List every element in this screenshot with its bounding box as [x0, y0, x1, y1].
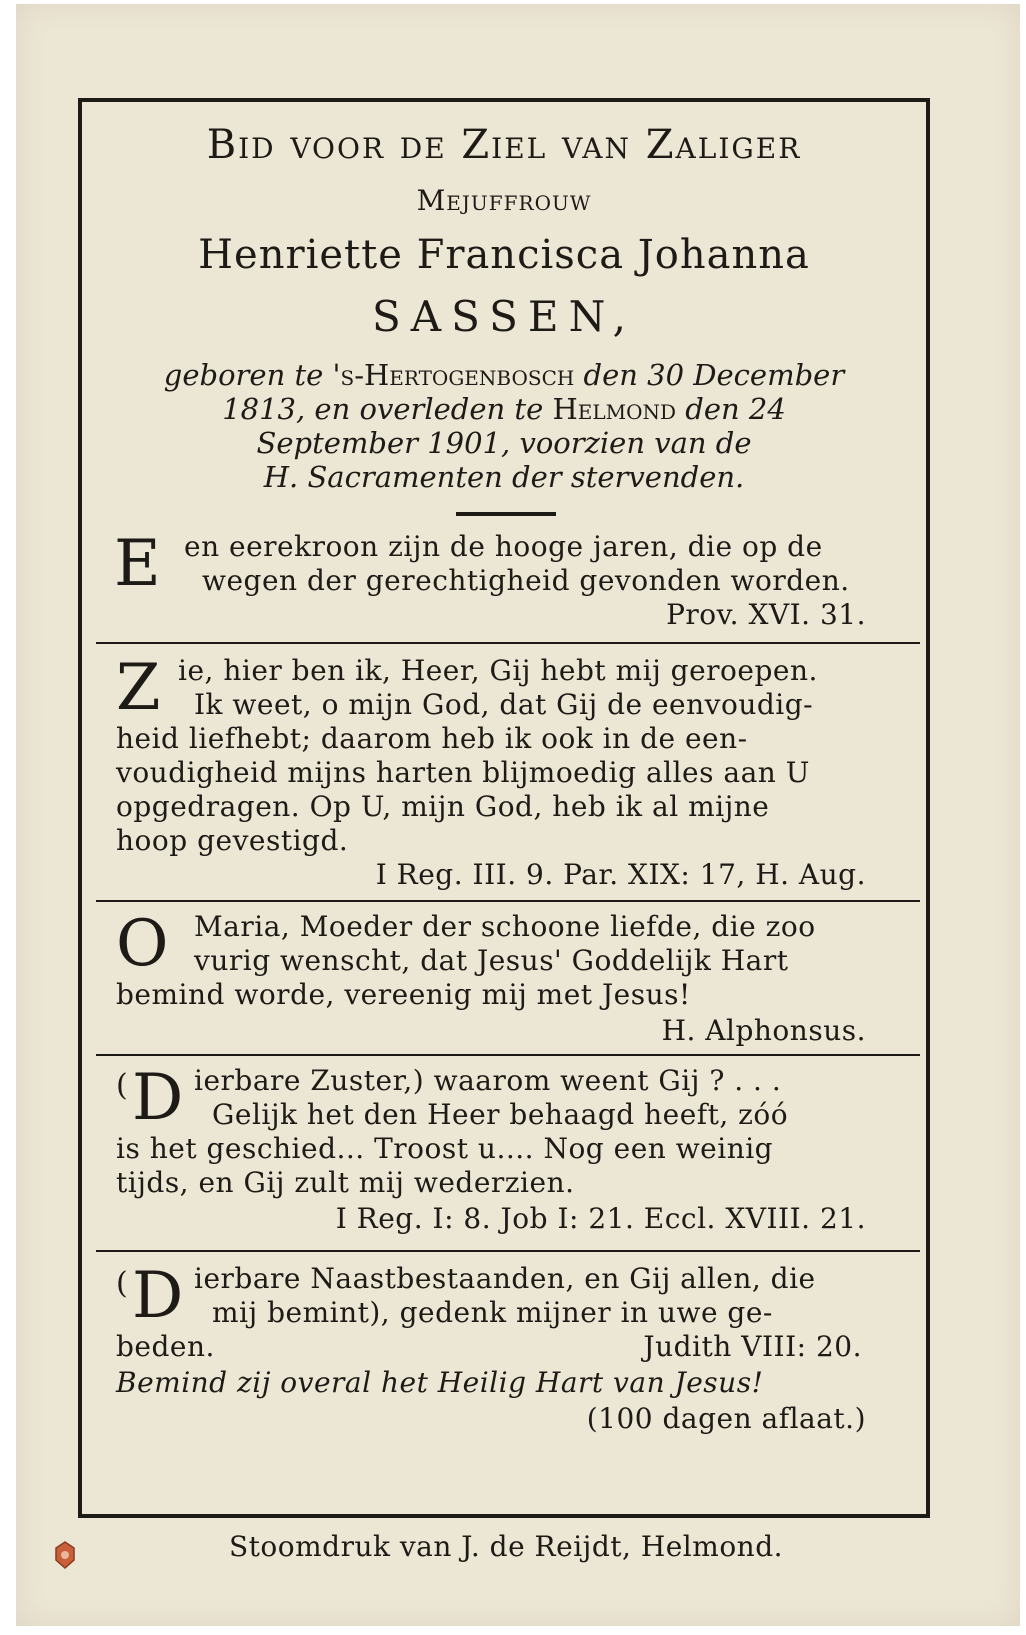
bio-line-3: September 1901, voorzien van de	[256, 426, 752, 460]
bio-line-2-b: den 24	[676, 392, 786, 426]
section3-line-2: vurig wenscht, dat Jesus' Goddelijk Hart	[194, 944, 789, 977]
birthplace: 's-Hertogenbosch	[332, 358, 575, 392]
drop-cap-d-1: D	[132, 1061, 184, 1135]
divider-1	[96, 642, 920, 644]
divider-2	[96, 900, 920, 902]
section4-line-4: tijds, en Gij zult mij wederzien.	[116, 1166, 575, 1199]
surname: SASSEN,	[372, 292, 636, 341]
section4-line-3: is het geschied... Troost u.... Nog een weinig	[116, 1132, 774, 1165]
section1-line-1: en eerekroon zijn de hooge jaren, die op de	[184, 530, 823, 563]
prayer-heading: Bid voor de Ziel van Zaliger	[206, 122, 802, 168]
section5-line-3b: Judith VIII: 20.	[643, 1330, 862, 1363]
section2-ref: I Reg. III. 9. Par. XIX: 17, H. Aug.	[375, 858, 866, 891]
section5-line-3a: beden.	[116, 1330, 215, 1363]
section5-line-1: ierbare Naastbestaanden, en Gij allen, die	[194, 1262, 816, 1295]
section5-line-4: Bemind zij overal het Heilig Hart van Jesus!	[116, 1366, 764, 1399]
bio-line-1-b: den 30 December	[574, 358, 845, 392]
section5-line-5: (100 dagen aflaat.)	[586, 1402, 866, 1435]
section1-line-2: wegen der gerechtigheid gevonden worden.	[202, 564, 850, 597]
bio-line-1	[82, 358, 926, 392]
card-border-frame	[78, 98, 930, 1518]
open-paren-5: (	[116, 1266, 129, 1301]
section3-line-3: bemind worde, vereenig mij met Jesus!	[116, 978, 691, 1011]
open-paren-4: (	[116, 1068, 129, 1103]
section2-line-2: Ik weet, o mijn God, dat Gij de eenvoudig-	[194, 688, 814, 721]
drop-cap-e: E	[114, 527, 161, 601]
section4-ref: I Reg. I: 8. Job I: 21. Eccl. XVIII. 21.	[335, 1202, 866, 1235]
deathplace: Helmond	[552, 392, 677, 426]
section2-line-6: hoop gevestigd.	[116, 824, 349, 857]
divider-4	[96, 1250, 920, 1252]
section1-ref: Prov. XVI. 31.	[666, 598, 866, 631]
title-word: Mejuffrouw	[416, 184, 592, 217]
drop-cap-o: O	[116, 907, 169, 981]
bio-line-2-a: 1813, en overleden te	[222, 392, 553, 426]
ornamental-dash	[456, 512, 556, 516]
given-names: Henriette Francisca Johanna	[198, 232, 810, 278]
bio-line-2	[82, 392, 926, 426]
section2-line-1: ie, hier ben ik, Heer, Gij hebt mij geroepen.	[178, 654, 818, 687]
section2-line-5: opgedragen. Op U, mijn God, heb ik al mijne	[116, 790, 770, 823]
drop-cap-d-2: D	[132, 1259, 184, 1333]
bio-line-1-a: geboren te	[163, 358, 333, 392]
section2-line-4: voudigheid mijns harten blijmoedig alles aan U	[116, 756, 810, 789]
divider-3	[96, 1054, 920, 1056]
section5-line-2: mij bemint), gedenk mijner in uwe ge-	[212, 1296, 773, 1329]
drop-cap-z: Z	[116, 651, 161, 725]
printer-credit: Stoomdruk van J. de Reijdt, Helmond.	[228, 1530, 784, 1563]
bio-line-4: H. Sacramenten der stervenden.	[263, 460, 745, 494]
section4-line-2: Gelijk het den Heer behaagd heeft, zóó	[212, 1098, 789, 1131]
section3-ref: H. Alphonsus.	[661, 1014, 866, 1047]
section2-line-3: heid liefhebt; daarom heb ik ook in de een-	[116, 722, 748, 755]
section4-line-1: ierbare Zuster,) waarom weent Gij ? . . .	[194, 1064, 782, 1097]
section3-line-1: Maria, Moeder der schoone liefde, die zoo	[194, 910, 816, 943]
printer-seal-icon	[52, 1540, 78, 1570]
